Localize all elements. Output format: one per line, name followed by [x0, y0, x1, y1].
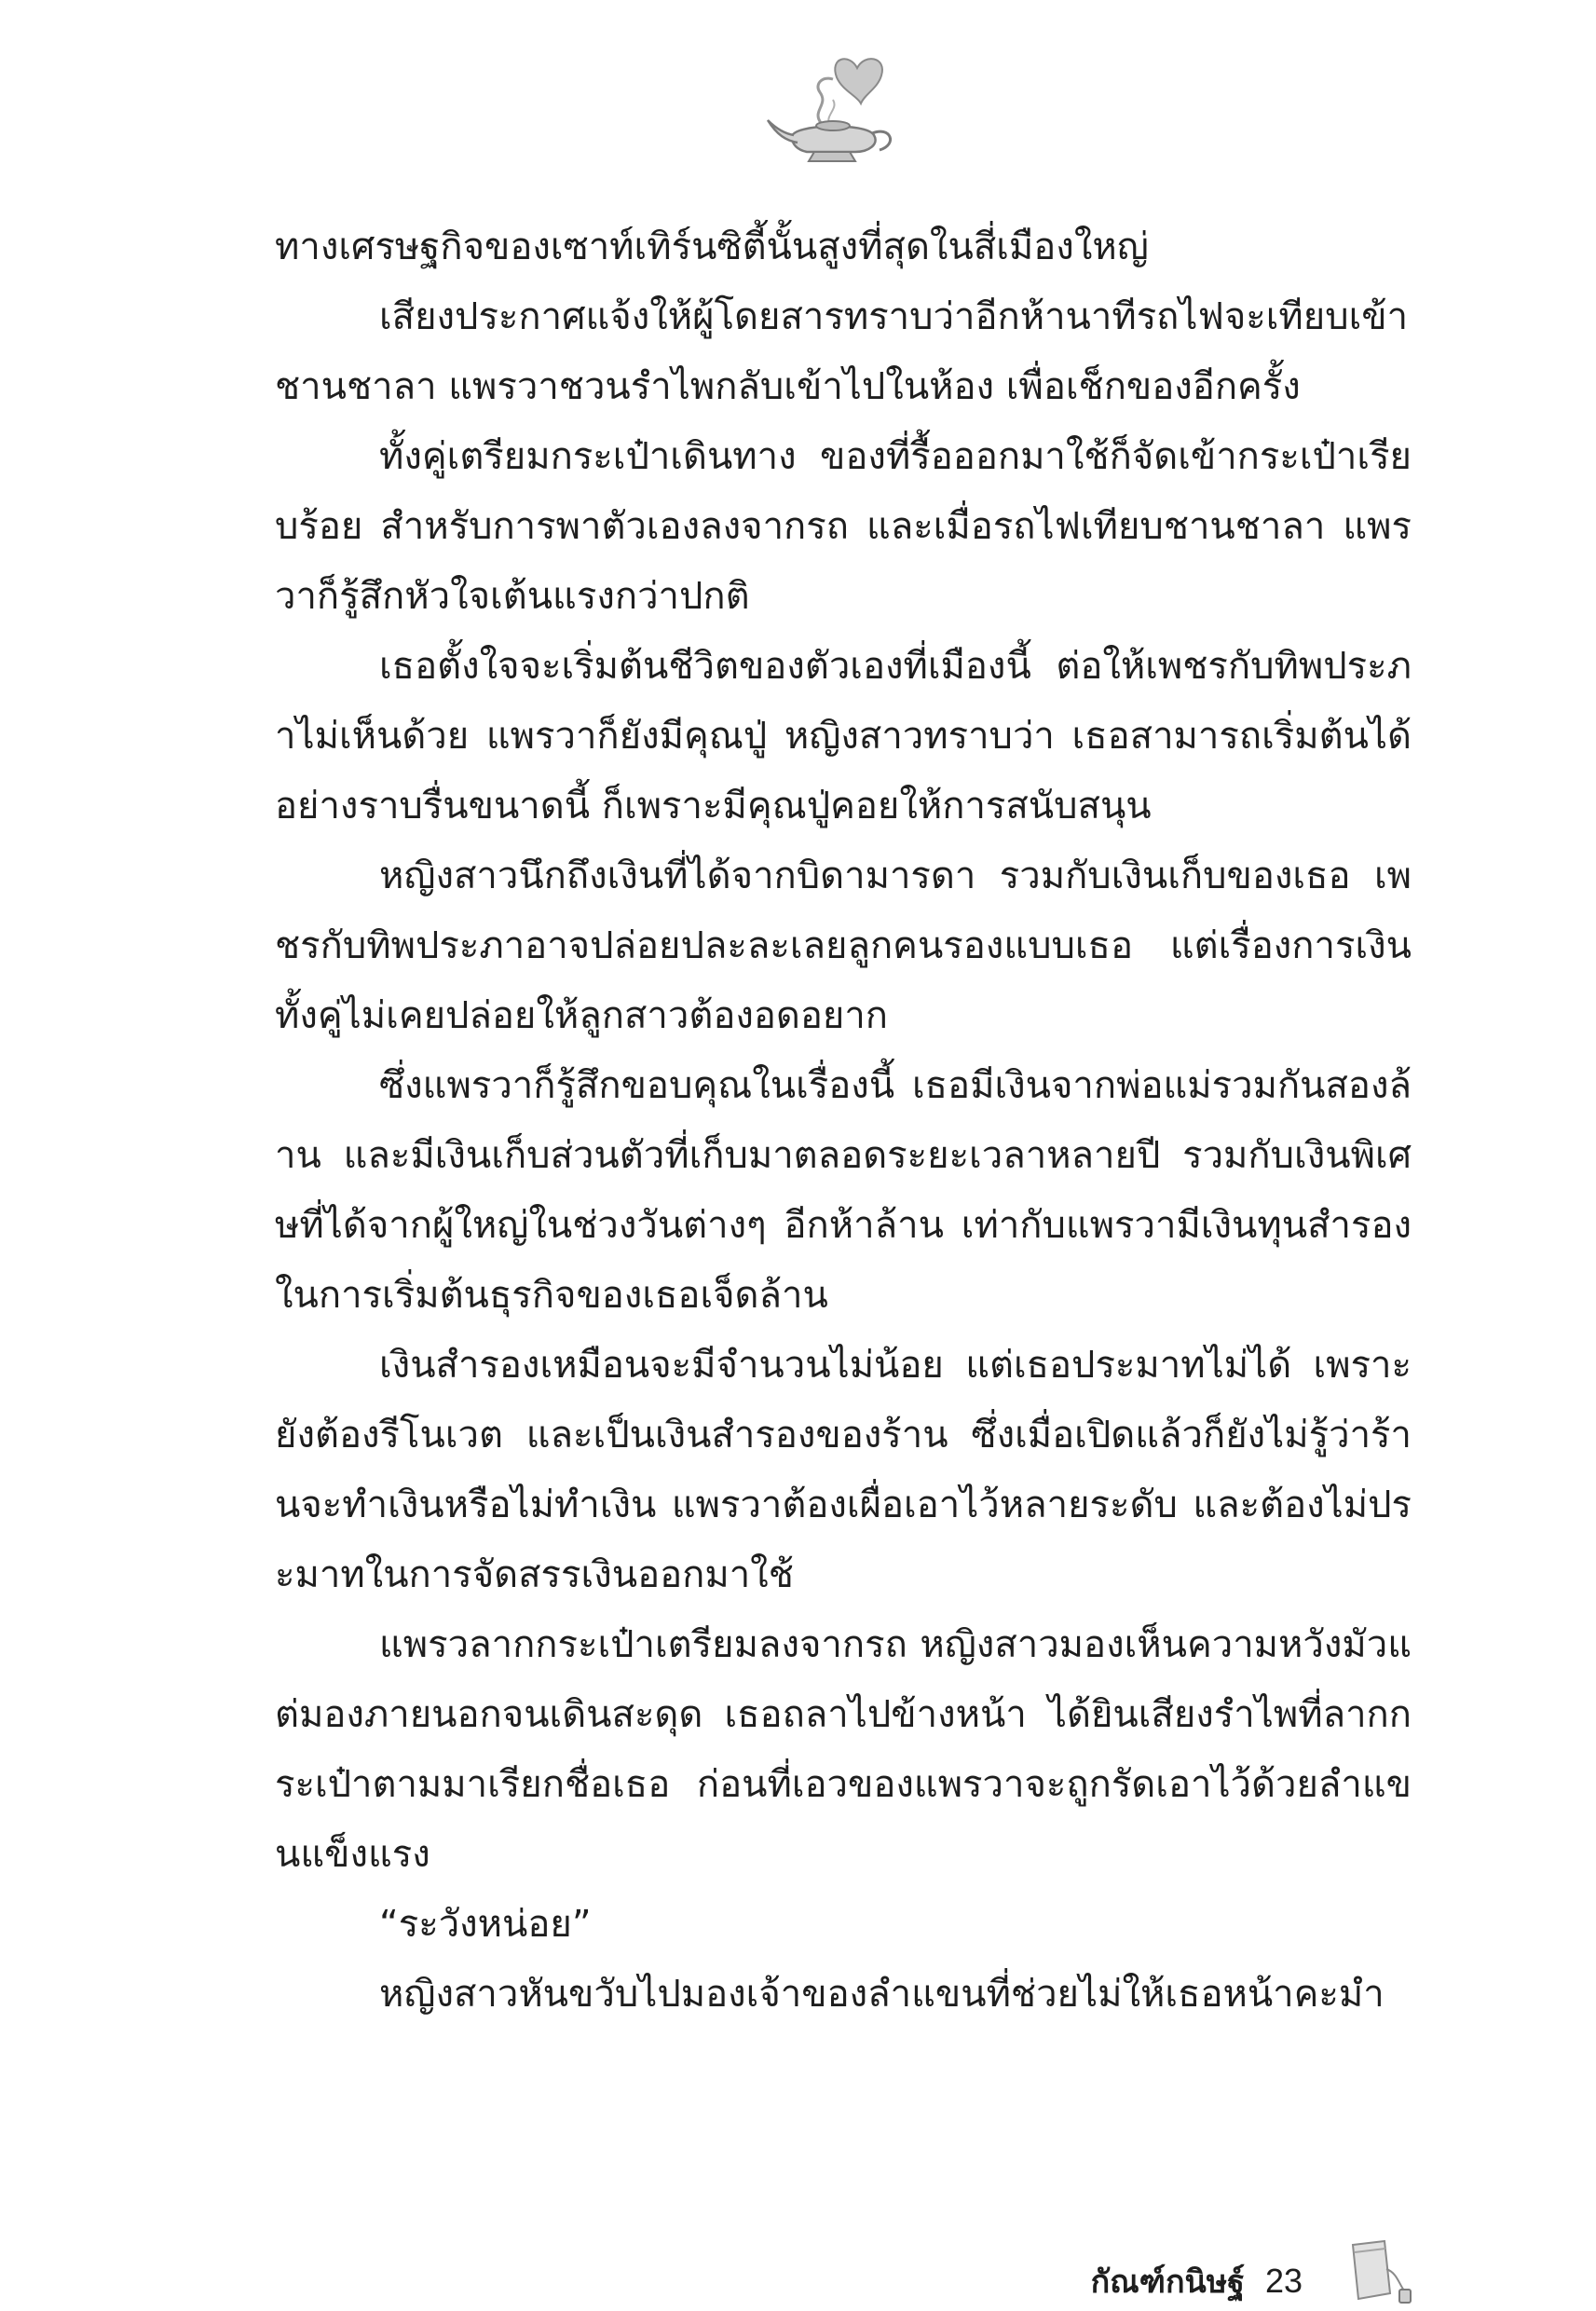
- paragraph: ทั้งคู่เตรียมกระเป๋าเดินทาง ของที่รื้อออกมาใช้ก็จัดเข้ากระเป๋าเรียบร้อย สำหรับการพาตัวเองลงจากรถ และเมื่อรถไฟเทียบชานชาลา แพรวาก็รู้สึกหัวใจเต้นแรงกว่าปกติ: [275, 435, 1412, 618]
- paragraph: เสียงประกาศแจ้งให้ผู้โดยสารทราบว่าอีกห้านาทีรถไฟจะเทียบเข้าชานชาลา แพรวาชวนรำไพกลับเข้าไปในห้อง เพื่อเช็กของอีกครั้ง: [275, 295, 1409, 408]
- heart-icon: [835, 59, 882, 103]
- page-number: 23: [1264, 2261, 1303, 2300]
- dialogue-paragraph: “ระวังหน่อย”: [379, 1903, 592, 1946]
- book-title: กัณฑ์กนิษฐ์: [1090, 2263, 1245, 2301]
- paragraph: เธอตั้งใจจะเริ่มต้นชีวิตของตัวเองที่เมืองนี้ ต่อให้เพชรกับทิพประภาไม่เห็นด้วย แพรวาก็ยังมีคุณปู่ หญิงสาวทราบว่า เธอสามารถเริ่มต้นได้อย่างราบรื่นขนาดนี้ ก็เพราะมีคุณปู่คอยให้การสนับสนุน: [275, 645, 1412, 827]
- paragraph: ซึ่งแพรวาก็รู้สึกขอบคุณในเรื่องนี้ เธอมีเงินจากพ่อแม่รวมกันสองล้าน และมีเงินเก็บส่วนตัวที่เก็บมาตลอดระยะเวลาหลายปี รวมกับเงินพิเศษที่ได้จากผู้ใหญ่ในช่วงวันต่างๆ อีกห้าล้าน เท่ากับแพรวามีเงินทุนสำรองในการเริ่มต้นธุรกิจของเธอเจ็ดล้าน: [275, 1064, 1412, 1317]
- paragraph: หญิงสาวนึกถึงเงินที่ได้จากบิดามารดา รวมกับเงินเก็บของเธอ เพชรกับทิพประภาอาจปล่อยปละละเลยลูกคนรองแบบเธอ แต่เรื่องการเงิน ทั้งคู่ไม่เคยปล่อยให้ลูกสาวต้องอดอยาก: [275, 855, 1412, 1037]
- paragraph: หญิงสาวหันขวับไปมองเจ้าของลำแขนที่ช่วยไม่ให้เธอหน้าคะมำ: [379, 1973, 1385, 2016]
- magic-lamp-ornament-icon: [764, 51, 904, 168]
- paragraph: ทางเศรษฐกิจของเซาท์เทิร์นซิตี้นั้นสูงที่สุดในสี่เมืองใหญ่: [275, 226, 1149, 268]
- paragraph: แพรวลากกระเป๋าเตรียมลงจากรถ หญิงสาวมองเห็นความหวังมัวแต่มองภายนอกจนเดินสะดุด เธอถลาไปข้างหน้า ได้ยินเสียงรำไพที่ลากกระเป๋าตามมาเรียกชื่อเธอ ก่อนที่เอวของแพรวาจะถูกรัดเอาไว้ด้วยลำแขนแข็งแรง: [275, 1623, 1412, 1876]
- paragraph: เงินสำรองเหมือนจะมีจำนวนไม่น้อย แต่เธอประมาทไม่ได้ เพราะยังต้องรีโนเวต และเป็นเงินสำรองของร้าน ซึ่งเมื่อเปิดแล้วก็ยังไม่รู้ว่าร้านจะทำเงินหรือไม่ทำเงิน แพรวาต้องเผื่อเอาไว้หลายระดับ และต้องไม่ประมาทในการจัดสรรเงินออกมาใช้: [275, 1344, 1412, 1596]
- teabag-icon: [1344, 2232, 1418, 2311]
- body-text: [275, 212, 1412, 2123]
